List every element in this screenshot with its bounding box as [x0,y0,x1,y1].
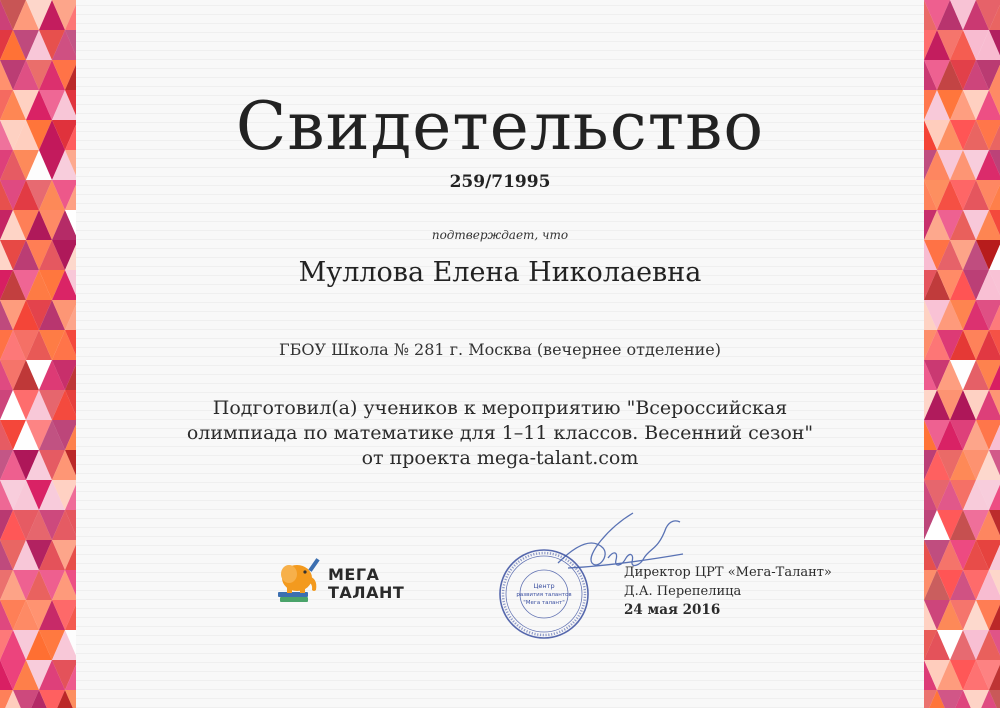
issue-date: 24 мая 2016 [624,602,721,618]
logo-line-2: ТАЛАНТ [328,583,405,602]
mega-talant-logo [272,550,412,606]
recipient-name: Муллова Елена Николаевна [298,257,702,288]
signatory-position: Директор ЦРТ «Мега-Талант» [624,565,832,580]
certificate-title: Свидетельство [235,88,765,165]
school-name: ГБОУ Школа № 281 г. Москва (вечернее отделение) [279,340,721,359]
stamp-line-3: "Мега талант" [523,600,565,606]
confirms-text: подтверждает, что [431,228,569,242]
stamp-line-2: развития талантов [516,592,572,598]
elephant-icon [272,550,328,606]
signatory-name: Д.А. Перепелица [624,584,742,599]
stamp-line-1: Центр [533,582,555,590]
logo-line-1: МЕГА [328,565,380,584]
signatory-block [624,563,832,620]
achievement-description: Подготовил(а) учеников к мероприятию "Всероссийская олимпиада по математике для 1–11 классов. Весенний сезон" от проекта mega-talant.com [186,397,814,469]
logo-wordmark [328,566,404,602]
certificate-number: 259/71995 [449,172,551,192]
